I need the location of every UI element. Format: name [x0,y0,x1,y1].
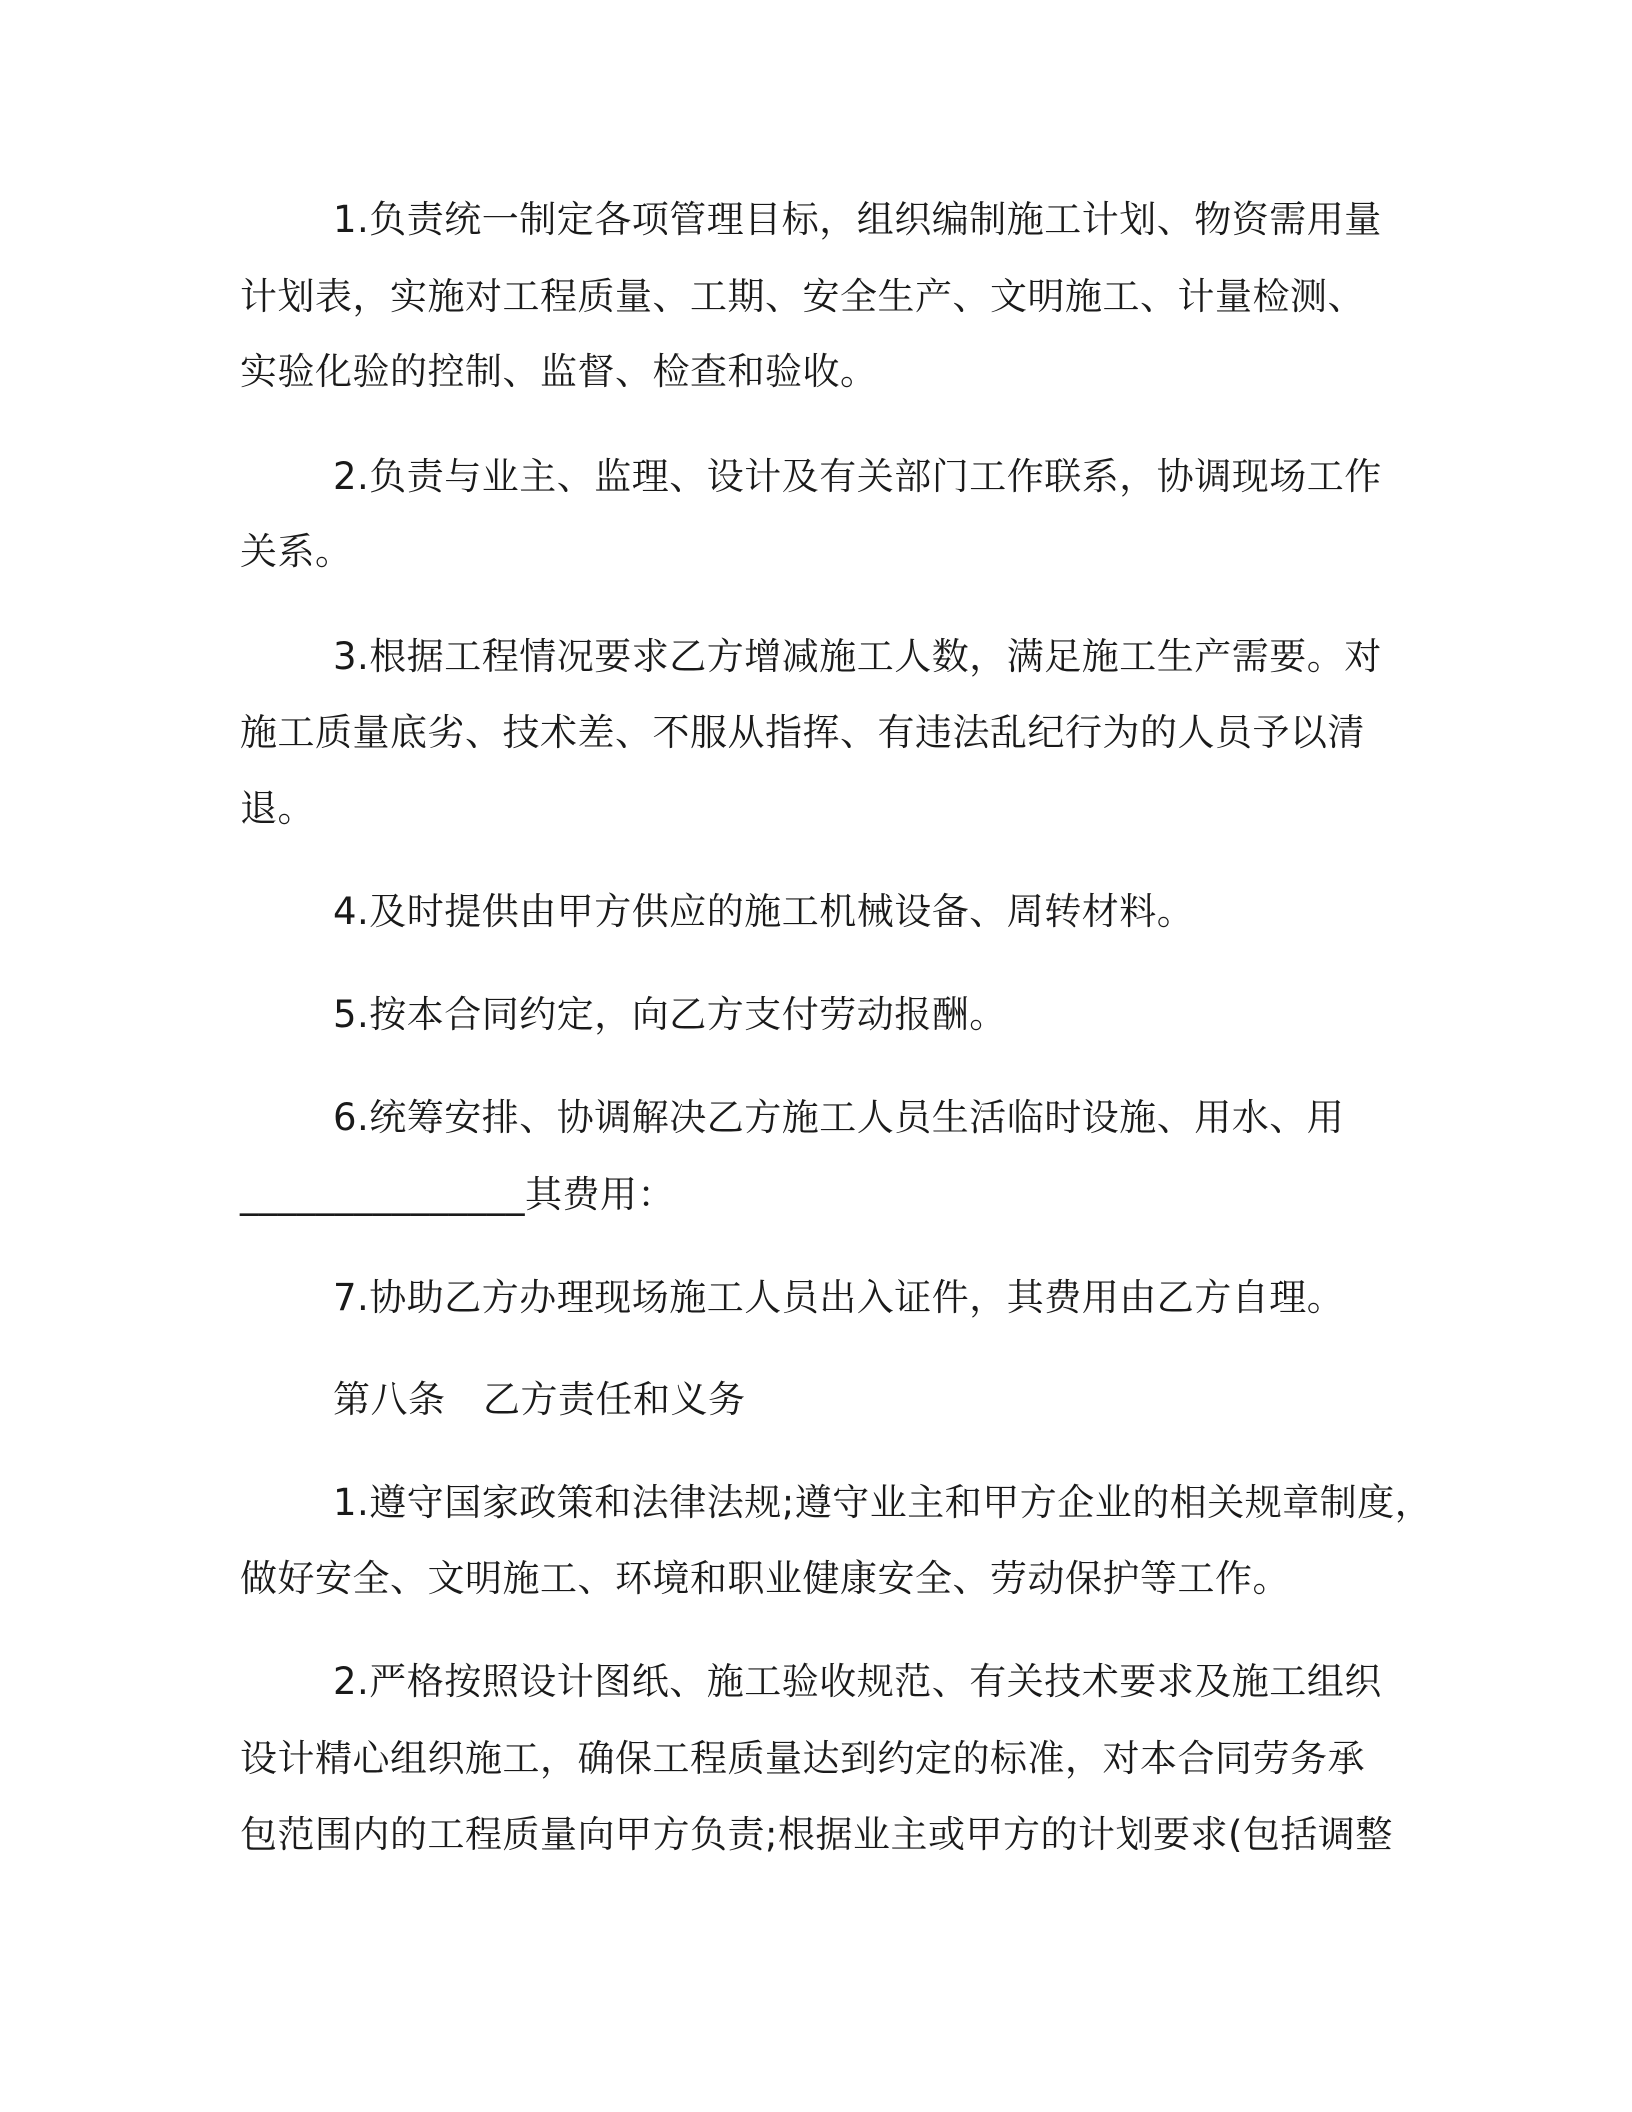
article-8-heading: 第八条 乙方责任和义务 [333,1378,746,1421]
article-8-item-2-line-2: 设计精心组织施工，确保工程质量达到约定的标准，对本合同劳务承 [240,1737,1365,1780]
paragraph-3-line-3: 退。 [240,787,315,830]
paragraph-3-line-1: 3.根据工程情况要求乙方增减施工人数，满足施工生产需要。对 [333,635,1382,678]
paragraph-2-line-1: 2.负责与业主、监理、设计及有关部门工作联系，协调现场工作 [333,455,1382,498]
paragraph-1-line-2: 计划表，实施对工程质量、工期、安全生产、文明施工、计量检测、 [240,275,1365,318]
paragraph-6-line-2: _______________其费用： [240,1173,675,1216]
paragraph-7-line-1: 7.协助乙方办理现场施工人员出入证件，其费用由乙方自理。 [333,1276,1345,1319]
paragraph-1-line-1: 1.负责统一制定各项管理目标，组织编制施工计划、物资需用量 [333,198,1382,241]
article-8-item-1-line-2: 做好安全、文明施工、环境和职业健康安全、劳动保护等工作。 [240,1557,1290,1600]
article-8-item-2-line-3: 包范围内的工程质量向甲方负责;根据业主或甲方的计划要求(包括调整 [240,1813,1393,1856]
paragraph-1-line-3: 实验化验的控制、监督、检查和验收。 [240,350,878,393]
paragraph-6-line-1: 6.统筹安排、协调解决乙方施工人员生活临时设施、用水、用 [333,1096,1345,1139]
paragraph-5-line-1: 5.按本合同约定，向乙方支付劳动报酬。 [333,993,1007,1036]
paragraph-3-line-2: 施工质量底劣、技术差、不服从指挥、有违法乱纪行为的人员予以清 [240,711,1365,754]
article-8-item-2-line-1: 2.严格按照设计图纸、施工验收规范、有关技术要求及施工组织 [333,1660,1382,1703]
paragraph-4-line-1: 4.及时提供由甲方供应的施工机械设备、周转材料。 [333,890,1195,933]
article-8-item-1-line-1: 1.遵守国家政策和法律法规;遵守业主和甲方企业的相关规章制度， [333,1481,1433,1524]
paragraph-2-line-2: 关系。 [240,530,353,573]
